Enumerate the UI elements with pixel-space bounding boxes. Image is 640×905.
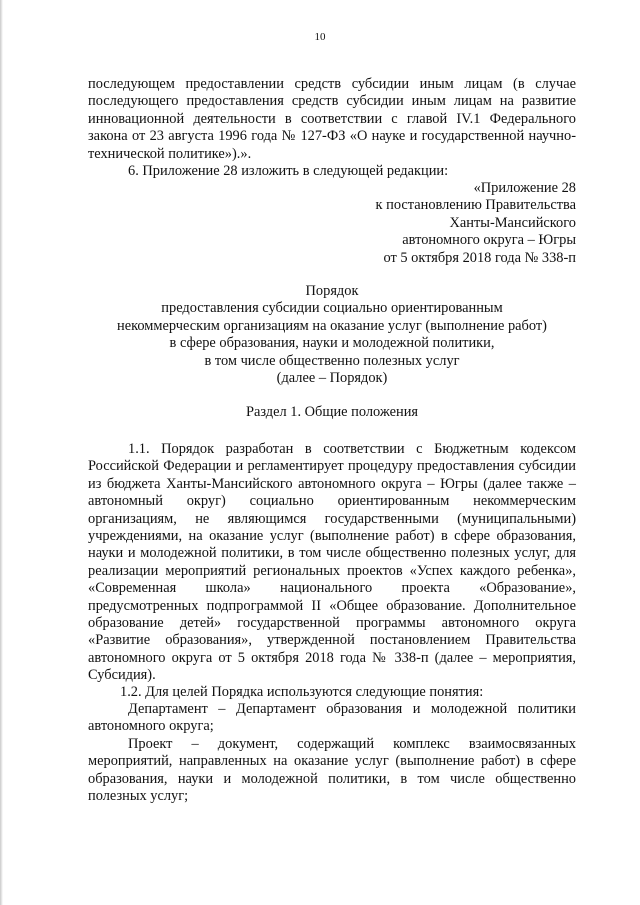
appendix-ref-line: Ханты-Мансийского bbox=[449, 214, 576, 231]
appendix-ref-line: от 5 октября 2018 года № 338-п bbox=[383, 249, 576, 266]
page-number: 10 bbox=[314, 31, 326, 43]
paragraph-1-1: 1.1. Порядок разработан в соответствии с Бюджетным кодексом Российской Федерации и регламентирует процедуру предоставления субсидии из бюджета Ханты-Мансийского автономного округа – Югры (далее также – автономный округ) социально ориентированным некоммерческим организациям, не являющимся государственными (муниципальными) учреждениями, на оказание услуг (выполнение работ) в сфере образования, науки и молодежной политики, в том числе общественно полезных услуг, для реализации мероприятий региональных проектов «Успех каждого ребенка», «Современная школа» национального проекта «Образование», предусмотренных подпрограммой II «Общее образование. Дополнительное образование детей» государственной программы автономного округа «Развитие образования», утвержденной постановлением Правительства автономного округа от 5 октября 2018 года № 338-п (далее – мероприятия, Субсидия). bbox=[88, 441, 576, 684]
paragraph-1-2: 1.2. Для целей Порядка используются следующие понятия: bbox=[120, 684, 484, 700]
section-heading: Раздел 1. Общие положения bbox=[245, 404, 419, 420]
appendix-ref-line: к постановлению Правительства bbox=[375, 197, 576, 214]
appendix-ref-line: «Приложение 28 bbox=[473, 180, 576, 196]
title-line: предоставления субсидии социально ориентированным bbox=[161, 300, 503, 317]
appendix-reference bbox=[88, 180, 576, 267]
definition-department: Департамент – Департамент образования и молодежной политики автономного округа; bbox=[88, 701, 576, 735]
title-line: (далее – Порядок) bbox=[276, 370, 388, 387]
definition-project: Проект – документ, содержащий комплекс взаимосвязанных мероприятий, направленных на оказание услуг (выполнение работ) в сфере образования, науки и молодежной политики, в том числе общественно полезных услуг; bbox=[88, 736, 576, 805]
title-line: Порядок bbox=[305, 283, 359, 299]
title-line: в том числе общественно полезных услуг bbox=[204, 352, 460, 369]
amendment-item-6: 6. Приложение 28 изложить в следующей редакции: bbox=[128, 163, 449, 179]
title-line: некоммерческим организациям на оказание услуг (выполнение работ) bbox=[117, 317, 547, 334]
document-title bbox=[88, 283, 576, 387]
appendix-ref-line: автономного округа – Югры bbox=[402, 232, 576, 249]
title-line: в сфере образования, науки и молодежной политики, bbox=[169, 335, 495, 352]
continuation-paragraph: последующем предоставлении средств субсидии иным лицам (в случае последующего предоставления средств субсидии иным лицам на развитие инновационной деятельности в соответствии с главой IV.1 Федерального закона от 23 августа 1996 года № 127-ФЗ «О науке и государственной научно-технической политике»).». bbox=[88, 76, 576, 162]
page-left-edge bbox=[0, 0, 3, 905]
